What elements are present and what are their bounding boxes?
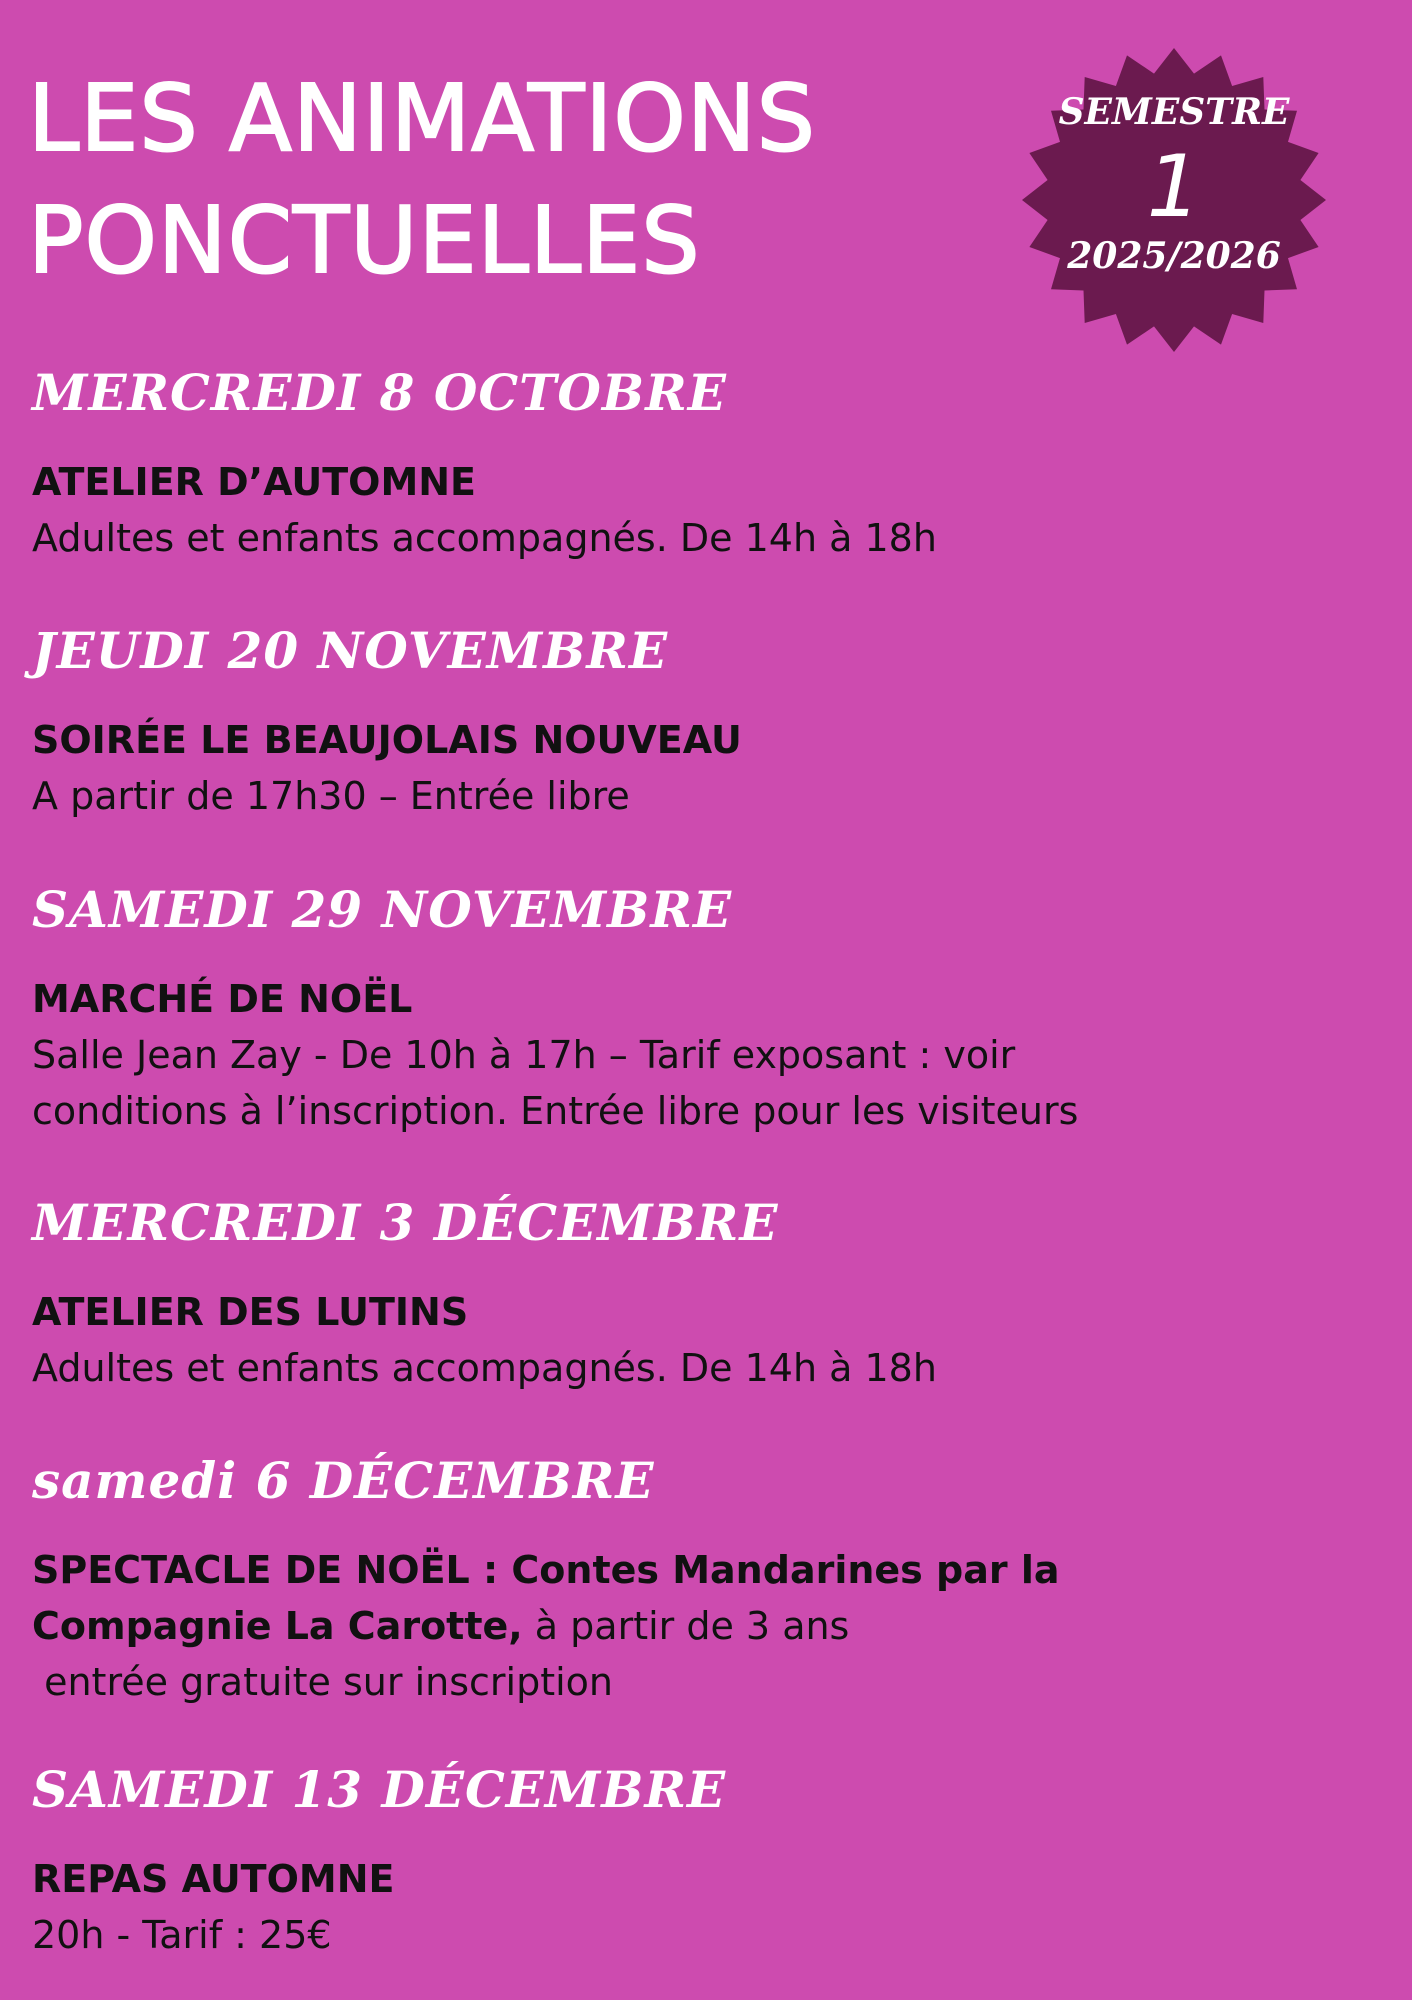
event-item bbox=[32, 879, 1078, 1139]
event-title: ATELIER D’AUTOMNE bbox=[32, 460, 477, 504]
event-date: JEUDI 20 NOVEMBRE bbox=[32, 621, 669, 680]
event-description bbox=[32, 1654, 1060, 1710]
event-date: SAMEDI 29 NOVEMBRE bbox=[32, 880, 733, 939]
event-title: ATELIER DES LUTINS bbox=[32, 1290, 469, 1334]
event-date: SAMEDI 13 DÉCEMBRE bbox=[32, 1760, 727, 1819]
event-item bbox=[32, 1759, 726, 1963]
event-description-line: Salle Jean Zay - De 10h à 17h – Tarif exposant : voir bbox=[32, 1033, 1016, 1077]
event-title: SOIRÉE LE BEAUJOLAIS NOUVEAU bbox=[32, 718, 742, 762]
title-line-2: PONCTUELLES bbox=[28, 187, 701, 294]
title-line-1: LES ANIMATIONS bbox=[28, 65, 817, 172]
event-description-line: A partir de 17h30 – Entrée libre bbox=[32, 774, 630, 818]
event-description-line: Adultes et enfants accompagnés. De 14h à 18h bbox=[32, 1346, 937, 1390]
event-description-line: 20h - Tarif : 25€ bbox=[32, 1913, 332, 1957]
badge-semester-label: SEMESTRE bbox=[1058, 91, 1290, 133]
event-date: MERCREDI 8 OCTOBRE bbox=[32, 363, 727, 422]
event-title: SPECTACLE DE NOËL : Contes Mandarines par la bbox=[32, 1548, 1060, 1592]
event-description bbox=[32, 1340, 937, 1396]
event-item bbox=[32, 620, 742, 824]
event-date: MERCREDI 3 DÉCEMBRE bbox=[32, 1193, 779, 1252]
event-item bbox=[32, 362, 937, 566]
event-description-line: entrée gratuite sur inscription bbox=[32, 1660, 614, 1704]
event-title-age-info: à partir de 3 ans bbox=[522, 1604, 850, 1648]
event-description bbox=[32, 768, 742, 824]
badge-semester-number: 1 bbox=[1146, 137, 1202, 237]
event-description bbox=[32, 510, 937, 566]
event-title-bold-part: Compagnie La Carotte, bbox=[32, 1604, 523, 1648]
event-date: samedi 6 DÉCEMBRE bbox=[32, 1451, 655, 1510]
event-title: MARCHÉ DE NOËL bbox=[32, 977, 413, 1021]
event-title-continued bbox=[32, 1598, 1060, 1654]
event-item bbox=[32, 1192, 937, 1396]
event-description-line: Adultes et enfants accompagnés. De 14h à 18h bbox=[32, 516, 937, 560]
page-title bbox=[28, 58, 816, 302]
event-description bbox=[32, 1907, 726, 1963]
event-description-line: conditions à l’inscription. Entrée libre pour les visiteurs bbox=[32, 1089, 1079, 1133]
event-description bbox=[32, 1027, 1078, 1139]
event-title: REPAS AUTOMNE bbox=[32, 1857, 395, 1901]
event-item bbox=[32, 1450, 1060, 1710]
badge-year: 2025/2026 bbox=[1067, 235, 1281, 277]
semester-badge bbox=[1019, 45, 1329, 355]
